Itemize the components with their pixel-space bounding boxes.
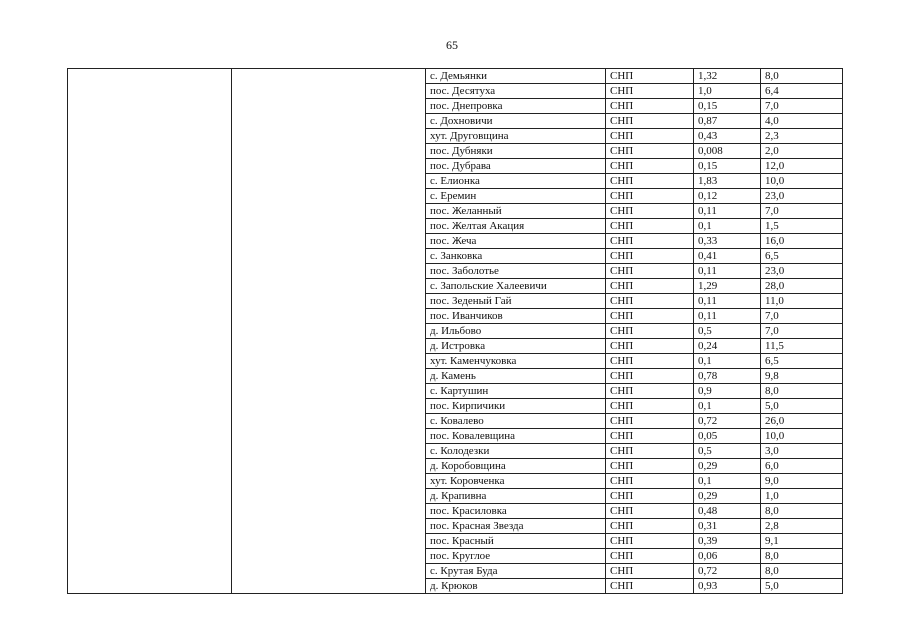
value-1-cell: 0,87 — [694, 114, 761, 129]
empty-merged-cell-col1 — [68, 69, 232, 594]
value-2-cell: 6,0 — [761, 459, 843, 474]
value-1-cell: 0,5 — [694, 444, 761, 459]
value-2-cell: 8,0 — [761, 549, 843, 564]
value-2-cell: 10,0 — [761, 174, 843, 189]
settlement-type-cell: СНП — [606, 414, 694, 429]
value-1-cell: 0,11 — [694, 204, 761, 219]
settlement-type-cell: СНП — [606, 519, 694, 534]
value-2-cell: 6,4 — [761, 84, 843, 99]
value-1-cell: 0,1 — [694, 354, 761, 369]
value-1-cell: 0,41 — [694, 249, 761, 264]
value-1-cell: 0,93 — [694, 579, 761, 594]
value-1-cell: 0,11 — [694, 309, 761, 324]
settlement-name-cell: пос. Жеча — [426, 234, 606, 249]
settlement-type-cell: СНП — [606, 474, 694, 489]
value-2-cell: 10,0 — [761, 429, 843, 444]
value-2-cell: 23,0 — [761, 189, 843, 204]
settlement-name-cell: д. Крюков — [426, 579, 606, 594]
value-1-cell: 0,39 — [694, 534, 761, 549]
value-2-cell: 1,0 — [761, 489, 843, 504]
settlement-name-cell: пос. Зеденый Гай — [426, 294, 606, 309]
settlement-type-cell: СНП — [606, 489, 694, 504]
settlement-type-cell: СНП — [606, 249, 694, 264]
empty-merged-cell-col2 — [232, 69, 426, 594]
value-1-cell: 1,29 — [694, 279, 761, 294]
value-1-cell: 0,31 — [694, 519, 761, 534]
settlement-name-cell: пос. Дубняки — [426, 144, 606, 159]
value-1-cell: 0,29 — [694, 489, 761, 504]
settlement-name-cell: д. Крапивна — [426, 489, 606, 504]
value-1-cell: 1,83 — [694, 174, 761, 189]
settlement-name-cell: пос. Днепровка — [426, 99, 606, 114]
value-2-cell: 11,5 — [761, 339, 843, 354]
settlement-type-cell: СНП — [606, 459, 694, 474]
settlement-type-cell: СНП — [606, 84, 694, 99]
value-2-cell: 28,0 — [761, 279, 843, 294]
settlement-name-cell: хут. Друговщина — [426, 129, 606, 144]
settlement-name-cell: пос. Желтая Акация — [426, 219, 606, 234]
settlement-name-cell: с. Демьянки — [426, 69, 606, 84]
settlement-type-cell: СНП — [606, 264, 694, 279]
settlement-type-cell: СНП — [606, 159, 694, 174]
value-2-cell: 6,5 — [761, 249, 843, 264]
settlement-type-cell: СНП — [606, 234, 694, 249]
settlement-name-cell: с. Ковалево — [426, 414, 606, 429]
page-number: 65 — [446, 38, 458, 52]
settlement-type-cell: СНП — [606, 399, 694, 414]
settlement-name-cell: пос. Красная Звезда — [426, 519, 606, 534]
value-1-cell: 0,06 — [694, 549, 761, 564]
settlement-type-cell: СНП — [606, 144, 694, 159]
settlement-name-cell: пос. Кирпичики — [426, 399, 606, 414]
settlement-type-cell: СНП — [606, 534, 694, 549]
settlement-name-cell: с. Запольские Халеевичи — [426, 279, 606, 294]
value-1-cell: 0,05 — [694, 429, 761, 444]
settlement-name-cell: пос. Круглое — [426, 549, 606, 564]
value-2-cell: 2,0 — [761, 144, 843, 159]
settlement-type-cell: СНП — [606, 504, 694, 519]
value-2-cell: 7,0 — [761, 204, 843, 219]
settlement-type-cell: СНП — [606, 279, 694, 294]
settlement-name-cell: д. Ильбово — [426, 324, 606, 339]
value-1-cell: 0,15 — [694, 99, 761, 114]
value-2-cell: 16,0 — [761, 234, 843, 249]
value-2-cell: 3,0 — [761, 444, 843, 459]
settlement-name-cell: пос. Красный — [426, 534, 606, 549]
settlement-type-cell: СНП — [606, 579, 694, 594]
value-2-cell: 5,0 — [761, 399, 843, 414]
value-2-cell: 7,0 — [761, 99, 843, 114]
settlement-type-cell: СНП — [606, 294, 694, 309]
value-2-cell: 2,8 — [761, 519, 843, 534]
settlement-type-cell: СНП — [606, 99, 694, 114]
settlement-name-cell: хут. Коровченка — [426, 474, 606, 489]
value-2-cell: 23,0 — [761, 264, 843, 279]
settlement-type-cell: СНП — [606, 114, 694, 129]
value-1-cell: 0,43 — [694, 129, 761, 144]
value-2-cell: 7,0 — [761, 309, 843, 324]
settlement-name-cell: с. Колодезки — [426, 444, 606, 459]
value-1-cell: 0,29 — [694, 459, 761, 474]
value-1-cell: 0,11 — [694, 294, 761, 309]
value-1-cell: 0,5 — [694, 324, 761, 339]
value-1-cell: 0,008 — [694, 144, 761, 159]
settlement-type-cell: СНП — [606, 354, 694, 369]
value-2-cell: 8,0 — [761, 564, 843, 579]
settlement-name-cell: пос. Десятуха — [426, 84, 606, 99]
value-1-cell: 0,48 — [694, 504, 761, 519]
value-2-cell: 4,0 — [761, 114, 843, 129]
settlement-name-cell: пос. Красиловка — [426, 504, 606, 519]
settlement-type-cell: СНП — [606, 204, 694, 219]
settlements-table — [67, 68, 843, 594]
settlement-name-cell: с. Занковка — [426, 249, 606, 264]
value-2-cell: 7,0 — [761, 324, 843, 339]
settlement-type-cell: СНП — [606, 564, 694, 579]
settlement-name-cell: пос. Желанный — [426, 204, 606, 219]
value-1-cell: 1,32 — [694, 69, 761, 84]
settlement-name-cell: с. Еремин — [426, 189, 606, 204]
value-2-cell: 8,0 — [761, 504, 843, 519]
table-body — [68, 69, 843, 594]
settlement-type-cell: СНП — [606, 384, 694, 399]
settlement-name-cell: д. Истровка — [426, 339, 606, 354]
settlement-type-cell: СНП — [606, 219, 694, 234]
value-2-cell: 9,8 — [761, 369, 843, 384]
settlement-type-cell: СНП — [606, 189, 694, 204]
value-1-cell: 0,12 — [694, 189, 761, 204]
table-row — [68, 69, 843, 84]
value-2-cell: 8,0 — [761, 384, 843, 399]
value-1-cell: 0,1 — [694, 474, 761, 489]
value-2-cell: 12,0 — [761, 159, 843, 174]
settlement-name-cell: с. Картушин — [426, 384, 606, 399]
settlement-name-cell: д. Камень — [426, 369, 606, 384]
value-2-cell: 26,0 — [761, 414, 843, 429]
settlement-name-cell: пос. Ковалевщина — [426, 429, 606, 444]
settlement-name-cell: хут. Каменчуковка — [426, 354, 606, 369]
settlement-name-cell: с. Дохновичи — [426, 114, 606, 129]
value-1-cell: 1,0 — [694, 84, 761, 99]
value-1-cell: 0,72 — [694, 414, 761, 429]
settlement-type-cell: СНП — [606, 309, 694, 324]
value-2-cell: 11,0 — [761, 294, 843, 309]
value-2-cell: 9,1 — [761, 534, 843, 549]
value-1-cell: 0,1 — [694, 399, 761, 414]
settlement-type-cell: СНП — [606, 69, 694, 84]
value-1-cell: 0,9 — [694, 384, 761, 399]
value-1-cell: 0,33 — [694, 234, 761, 249]
settlement-name-cell: с. Крутая Буда — [426, 564, 606, 579]
value-2-cell: 9,0 — [761, 474, 843, 489]
value-1-cell: 0,78 — [694, 369, 761, 384]
value-1-cell: 0,15 — [694, 159, 761, 174]
settlement-name-cell: пос. Иванчиков — [426, 309, 606, 324]
settlement-type-cell: СНП — [606, 324, 694, 339]
settlement-name-cell: д. Коробовщина — [426, 459, 606, 474]
value-2-cell: 8,0 — [761, 69, 843, 84]
settlement-type-cell: СНП — [606, 129, 694, 144]
settlement-name-cell: пос. Дубрава — [426, 159, 606, 174]
value-1-cell: 0,24 — [694, 339, 761, 354]
settlement-name-cell: пос. Заболотье — [426, 264, 606, 279]
value-2-cell: 6,5 — [761, 354, 843, 369]
value-1-cell: 0,72 — [694, 564, 761, 579]
settlement-type-cell: СНП — [606, 549, 694, 564]
settlement-type-cell: СНП — [606, 444, 694, 459]
value-2-cell: 5,0 — [761, 579, 843, 594]
settlement-name-cell: с. Елионка — [426, 174, 606, 189]
value-1-cell: 0,1 — [694, 219, 761, 234]
value-1-cell: 0,11 — [694, 264, 761, 279]
value-2-cell: 2,3 — [761, 129, 843, 144]
settlement-type-cell: СНП — [606, 369, 694, 384]
value-2-cell: 1,5 — [761, 219, 843, 234]
settlement-type-cell: СНП — [606, 429, 694, 444]
settlement-type-cell: СНП — [606, 339, 694, 354]
settlement-type-cell: СНП — [606, 174, 694, 189]
